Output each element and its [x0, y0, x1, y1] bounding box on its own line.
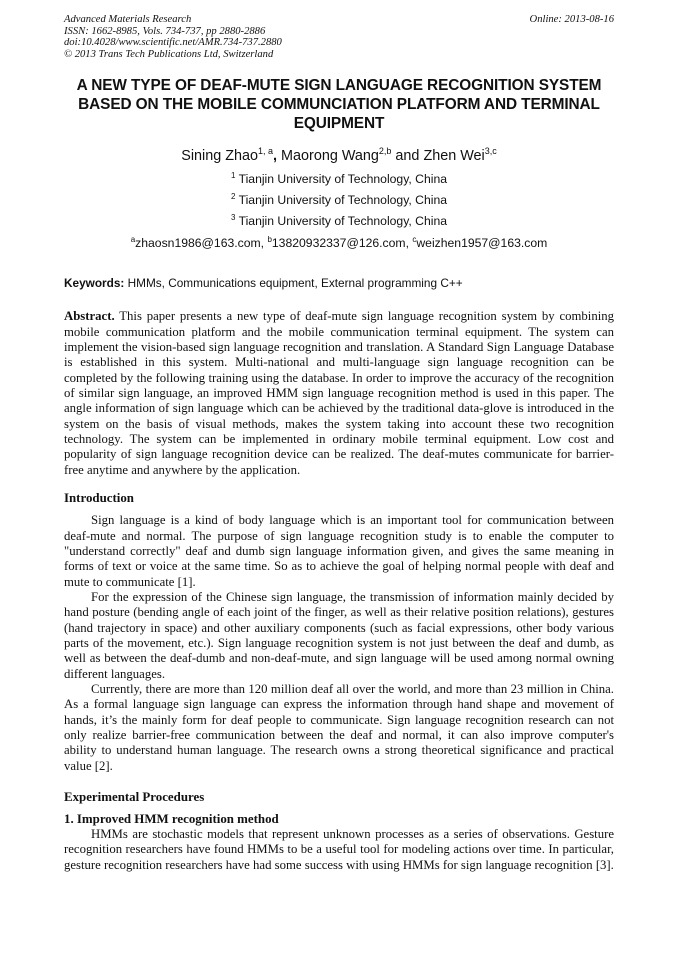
email-address[interactable]: weizhen1957@163.com [416, 236, 548, 251]
title-line: BASED ON THE MOBILE COMMUNCIATION PLATFORM AND TERMINAL [78, 96, 600, 114]
author-name: Zhen Wei [423, 148, 485, 165]
paragraph: Currently, there are more than 120 million deaf all over the world, and more than 23 million in China. As a formal language sign language can express the information through hand shape and movement of hands, it’s the mainly form for deaf people to communicate. Sign language recognition research can not only realize barrier-free communication between the deaf and normal, it can also improve computer's ability to understand human language. The research owns a strong theoretical significance and practical value [2]. [64, 681, 614, 773]
paper-page [64, 14, 614, 873]
affiliation-text: Tianjin University of Technology, China [238, 214, 448, 229]
affiliation-text: Tianjin University of Technology, China [238, 172, 448, 187]
title-line: EQUIPMENT [293, 115, 385, 133]
journal-header [64, 14, 614, 60]
issn-line: ISSN: 1662-8985, Vols. 734-737, pp 2880-2886 [64, 25, 266, 37]
paragraph: Sign language is a kind of body language which is an important tool for communication between deaf-mute and normal. The purpose of sign language recognition study is to enable the computer to "understand correctly" deaf and dumb sign language information given, and gives the same meaning in forms of text or voice at the same time. So as to achieve the goal of helping normal people with deaf and mute to communicate [1]. [64, 513, 614, 589]
section-heading-experimental: Experimental Procedures [64, 790, 205, 804]
email-superscript: c [412, 235, 417, 245]
email-address[interactable]: zhaosn1986@163.com, [135, 236, 265, 251]
author-separator: , [273, 148, 278, 165]
affiliation [64, 172, 614, 186]
affiliation [64, 193, 614, 207]
author-superscript: 3,c [484, 146, 497, 157]
affiliation-number: 3 [230, 213, 236, 223]
paragraph: HMMs are stochastic models that represent unknown processes as a series of observations. Gesture recognition researchers have found HMMs to be a useful tool for modeling actions over time. In particular, gesture recognition researchers have had some success with using HMMs for sign language recognition [3]. [64, 827, 614, 872]
title-line: A NEW TYPE OF DEAF-MUTE SIGN LANGUAGE RECOGNITION SYSTEM [76, 77, 602, 95]
author-superscript: 2,b [378, 146, 392, 157]
author-superscript: 1, a [258, 146, 274, 157]
email-superscript: b [267, 235, 272, 245]
email-superscript: a [130, 235, 136, 245]
author-list [64, 147, 614, 165]
keywords [64, 276, 614, 290]
journal-name: Advanced Materials Research [64, 14, 192, 25]
abstract-text: This paper presents a new type of deaf-mute sign language recognition system by combining mobile communication platform and the mobile communication terminal equipment. The system can implement the vision-based sign language recognition and translation. A Standard Sign Language Database is established in this system. Multi-national and multi-language sign language recognition can be completed by the following training using the database. In order to improve the accuracy of the recognition of similar sign language, an improved HMM sign language recognition method is used in this paper. The angle information of sign language which can be achieved by the traditional data-glove is introduced in the system on the basis of visual methods, makes the system taking into account these two recognition technology. The system can be implemented in ordinary mobile terminal equipment. Low cost and popularity of sign language recognition device can be realized. The deaf-mutes communicate for barrier-free anytime and anywhere by the application. [64, 309, 614, 477]
author-name: Sining Zhao [181, 148, 259, 165]
author-name: Maorong Wang [281, 148, 379, 165]
affiliation-number: 2 [230, 192, 236, 202]
author-conjunction: and [395, 148, 420, 165]
copyright-line: © 2013 Trans Tech Publications Ltd, Switzerland [64, 48, 274, 60]
affiliation-text: Tianjin University of Technology, China [238, 193, 448, 208]
online-date: Online: 2013-08-16 [529, 14, 614, 25]
abstract-label: Abstract. [64, 309, 115, 324]
subsection-heading: 1. Improved HMM recognition method [64, 812, 279, 826]
email-address[interactable]: 13820932337@126.com, [271, 236, 409, 251]
email-list [64, 236, 614, 250]
section-heading-introduction: Introduction [64, 491, 134, 506]
paper-title [64, 76, 614, 133]
affiliation [64, 214, 614, 228]
affiliation-number: 1 [230, 171, 236, 181]
keywords-text: HMMs, Communications equipment, External programming C++ [127, 276, 463, 291]
abstract [64, 309, 614, 478]
paragraph: For the expression of the Chinese sign language, the transmission of information mainly decided by hand posture (bending angle of each joint of the finger, as well as their relative position relations), gestures (hand trajectory in space) and other auxiliary components (such as facial expressions, other body various parts of the movement, etc.). Sign language recognition system is not just between the deaf and dumb, as well as between the deaf-dumb and non-deaf-mute, and sign language will be used among normal owning different languages. [64, 589, 614, 681]
doi-line[interactable]: doi:10.4028/www.scientific.net/AMR.734-737.2880 [64, 37, 282, 49]
keywords-label: Keywords: [64, 276, 125, 291]
